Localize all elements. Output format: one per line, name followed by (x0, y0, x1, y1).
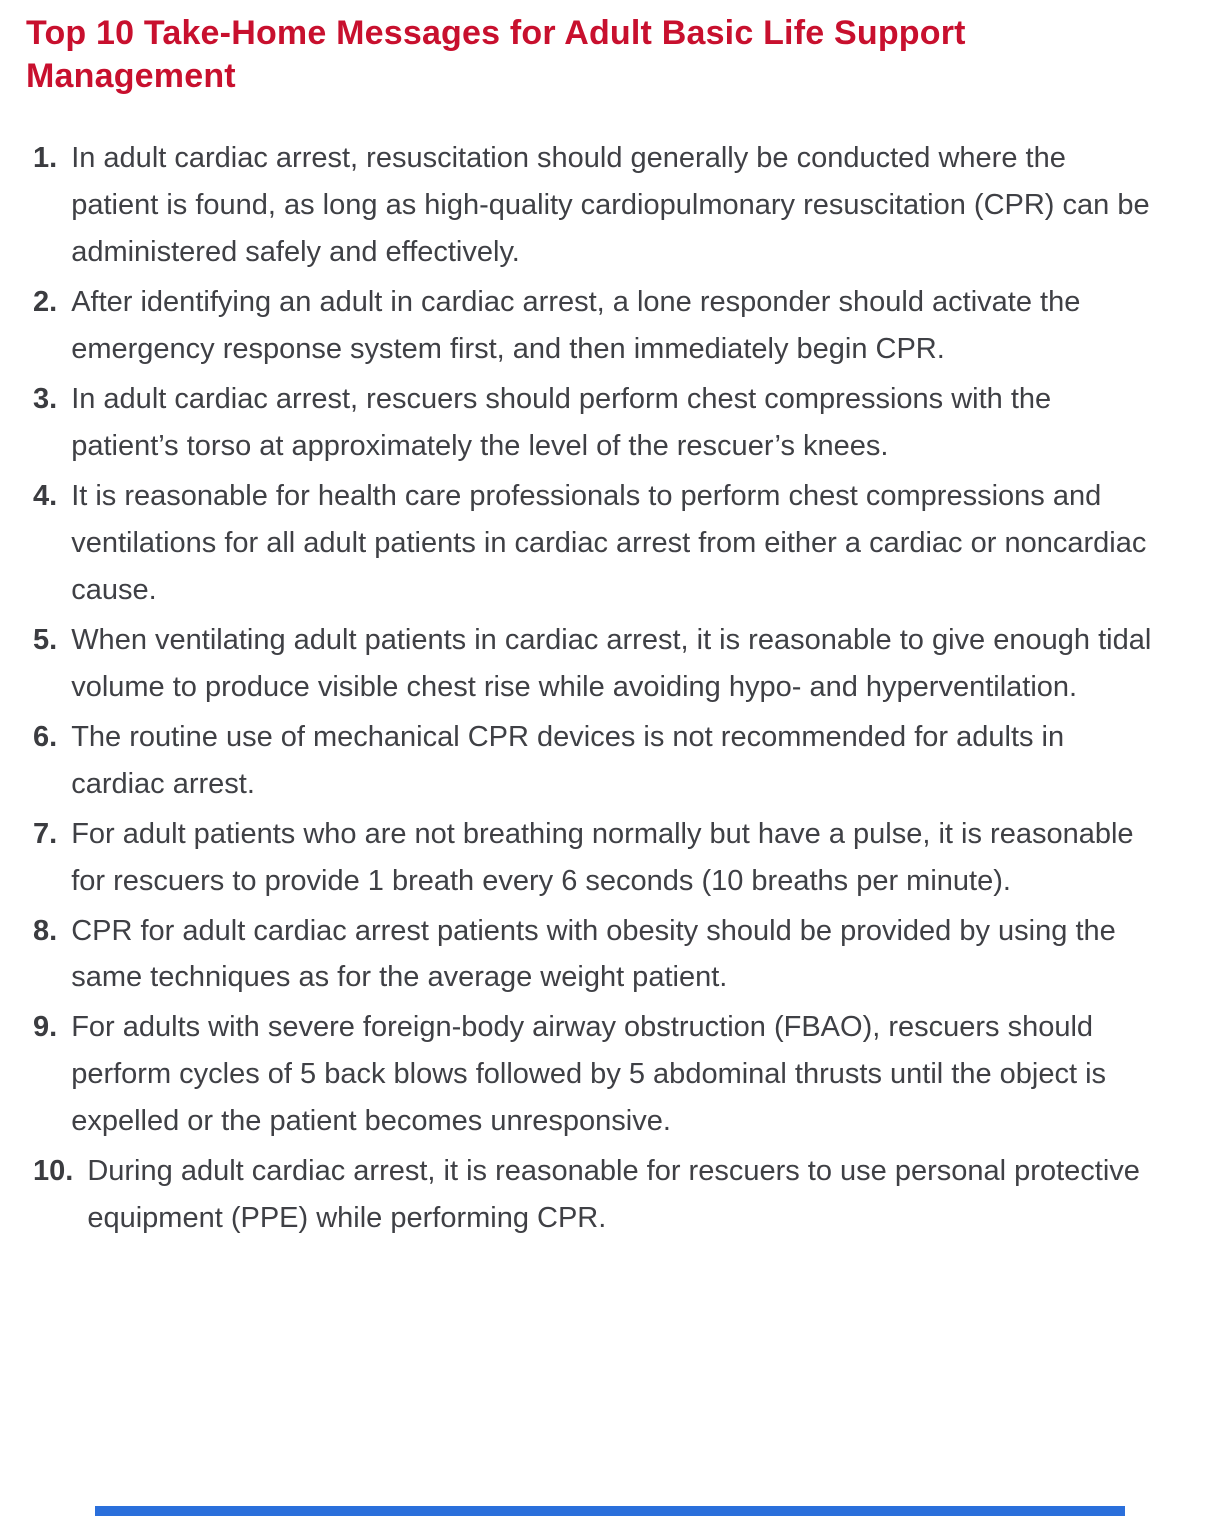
item-text: In adult cardiac arrest, rescuers should perform chest compressions with the patient’s torso at approximately the level of the rescuer’s knees. (71, 382, 1052, 462)
list-item (33, 1148, 1153, 1242)
item-number: 3. (33, 382, 58, 415)
item-text: In adult cardiac arrest, resuscitation should generally be conducted where the patient is found, as long as high-quality cardiopulmonary resuscitation (CPR) can be administered safely and effectively. (71, 142, 1150, 268)
item-text: After identifying an adult in cardiac arrest, a lone responder should activate the emergency response system first, and then immediately begin CPR. (71, 285, 1081, 365)
list-item (33, 376, 1153, 470)
item-text: CPR for adult cardiac arrest patients with obesity should be provided by using the same techniques as for the average weight patient. (71, 914, 1116, 994)
item-number: 7. (33, 817, 58, 850)
item-number: 5. (33, 623, 58, 656)
item-number: 6. (33, 720, 58, 753)
item-text: The routine use of mechanical CPR devices is not recommended for adults in cardiac arrest. (71, 720, 1065, 800)
takehome-message-list (26, 135, 1177, 1242)
item-text: During adult cardiac arrest, it is reasonable for rescuers to use personal protective equipment (PPE) while performing CPR. (87, 1155, 1140, 1235)
list-item (33, 135, 1153, 276)
list-item (33, 811, 1153, 905)
item-number: 8. (33, 914, 58, 947)
item-number: 9. (33, 1011, 58, 1044)
item-number: 10. (33, 1155, 74, 1188)
bottom-divider (95, 1506, 1125, 1516)
list-item (33, 617, 1153, 711)
item-text: When ventilating adult patients in cardiac arrest, it is reasonable to give enough tidal volume to produce visible chest rise while avoiding hypo- and hyperventilation. (71, 623, 1152, 703)
item-text: It is reasonable for health care professionals to perform chest compressions and ventilations for all adult patients in cardiac arrest from either a cardiac or noncardiac cause. (71, 479, 1147, 606)
item-number: 4. (33, 479, 58, 512)
list-item (33, 714, 1153, 808)
list-item (33, 1004, 1153, 1145)
list-item (33, 279, 1153, 373)
page-title: Top 10 Take-Home Messages for Adult Basic Life Support Management (26, 14, 966, 95)
list-item (33, 473, 1153, 614)
item-text: For adult patients who are not breathing normally but have a pulse, it is reasonable for rescuers to provide 1 breath every 6 seconds (10 breaths per minute). (71, 817, 1134, 897)
item-number: 2. (33, 285, 58, 318)
item-number: 1. (33, 142, 58, 174)
list-item (33, 908, 1153, 1002)
item-text: For adults with severe foreign-body airway obstruction (FBAO), rescuers should perform cycles of 5 back blows followed by 5 abdominal thrusts until the object is expelled or the patient becomes unresponsive. (71, 1011, 1107, 1138)
